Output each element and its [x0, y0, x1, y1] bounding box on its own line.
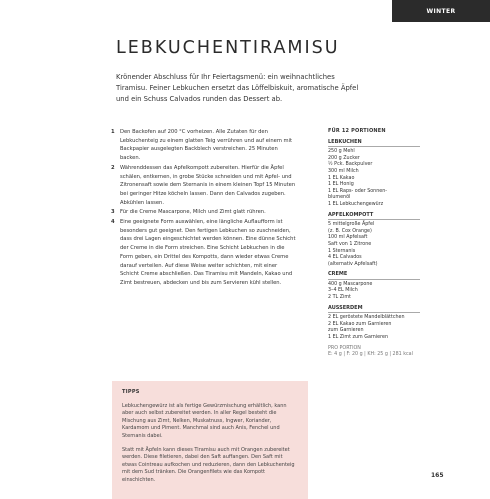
ingredient: zum Garnieren — [328, 328, 364, 334]
nutrition-values: E: 4 g | F: 20 g | KH: 25 g | 281 kcal — [328, 352, 413, 358]
ingredient: Saft von 1 Zitrone — [328, 241, 372, 247]
ingredients-section-ausserdem — [328, 305, 420, 342]
ingredient: 1 EL Honig — [328, 182, 354, 188]
section-title: AUSSERDEM — [328, 305, 420, 314]
ingredient: 3–4 EL Milch — [328, 288, 358, 294]
step-4 — [111, 218, 297, 288]
ingredient: 2 EL geröstete Mandelblättchen — [328, 315, 405, 321]
ingredient: 100 ml Apfelsaft — [328, 235, 368, 241]
page-number: 165 — [431, 472, 444, 479]
tips-paragraph: Lebkuchengewürz ist als fertige Gewürzmischung erhältlich, kann aber auch selbst zubereitet werden. In aller Regel besteht die Mischung aus Zimt, Nelken, Muskatnuss, Ingwer, Koriander, Kardamom und Piment. Manchmal sind auch Anis, Fenchel und Sternanis dabei. — [122, 402, 287, 439]
step-number: 3 — [111, 209, 115, 216]
ingredient: 1 Sternanis — [328, 248, 356, 254]
ingredient: 300 ml Milch — [328, 168, 359, 174]
recipe-title: LEBKUCHENTIRAMISU — [116, 38, 340, 58]
recipe-intro: Krönender Abschluss für Ihr Feiertagsmenü: ein weihnachtliches Tiramisu. Feiner Lebkuchen ersetzt das Löffelbiskuit, aromatische Äpfel und ein Schuss Calvados runden das Dessert ab. — [116, 73, 359, 103]
step-text: Für die Creme Mascarpone, Milch und Zimt glatt rühren. — [120, 209, 266, 216]
step-text: Den Backofen auf 200 °C vorheizen. Alle Zutaten für den Lebkuchenteig zu einem glatten Teig verrühren und auf einem mit Backpapier ausgelegten Backblech verstreichen. 25 Minuten backen. — [120, 129, 293, 162]
ingredient: 1 EL Raps- oder Sonnen- — [328, 188, 387, 194]
ingredient: (z. B. Cox Orange) — [328, 228, 372, 234]
ingredient: 200 g Zucker — [328, 155, 360, 161]
ingredient: 1 EL Zimt zum Garnieren — [328, 335, 388, 341]
ingredient: 250 g Mehl — [328, 149, 355, 155]
ingredients-section-apfelkompott — [328, 212, 420, 269]
instruction-steps — [111, 128, 297, 289]
section-title: APFELKOMPOTT — [328, 212, 420, 221]
section-title: CREME — [328, 271, 420, 280]
step-text: Währenddessen das Apfelkompott zubereiten. Hierfür die Äpfel schälen, entkernen, in grobe Stücke schneiden und mit Apfel- und Zitronensaft sowie dem Sternanis in einem kleinen Topf 15 Minuten bei geringer Hitze köcheln lassen. Dann den Calvados zugeben. Abkühlen lassen. — [120, 164, 296, 206]
tips-paragraph: Statt mit Äpfeln kann dieses Tiramisu auch mit Orangen zubereitet werden. Diese filetieren, dabei den Saft auffangen. Den Saft mit etwas Cointreau aufkochen und reduzieren, dann den Lebkuchenteig mit dem Sud tränken. Die Orangenfilets wie das Kompott einschichten. — [122, 446, 295, 483]
step-3 — [111, 208, 297, 217]
ingredients-section-lebkuchen — [328, 139, 420, 209]
ingredient: 2 EL Kakao zum Garnieren — [328, 321, 392, 327]
step-number: 4 — [111, 219, 115, 226]
ingredients-sidebar — [328, 128, 420, 359]
step-number: 2 — [111, 164, 115, 171]
ingredient: 400 g Mascarpone — [328, 281, 373, 287]
section-tab: WINTER — [392, 0, 490, 22]
step-number: 1 — [111, 129, 115, 135]
ingredient: 5 mittelgroße Äpfel — [328, 222, 375, 228]
ingredient: ½ Pck. Backpulver — [328, 162, 373, 168]
per-portion-label: PRO PORTION — [328, 345, 361, 351]
ingredient: 1 EL Lebkuchengewürz — [328, 201, 384, 207]
ingredient: 1 EL Kakao — [328, 175, 355, 181]
ingredient: 4 EL Calvados — [328, 255, 362, 261]
step-1 — [111, 128, 297, 163]
ingredient: blumenöl — [328, 195, 351, 201]
tips-box — [112, 381, 308, 499]
portions-heading: FÜR 12 PORTIONEN — [328, 128, 386, 134]
ingredient: (alternativ Apfelsaft) — [328, 261, 378, 267]
step-text: Eine geeignete Form auswählen, eine längliche Auflaufform ist besonders gut geeignet. Den fertigen Lebkuchen so zuschneiden, dass drei Lagen eingeschichtet werden können. Eine dünne Schicht der Creme in die Form streichen. Eine Schicht Lebkuchen in die Form geben, ein Drittel des Kompotts, dann wieder etwas Creme darauf verteilen. Auf diese Weise weiter schichten, mit einer Schicht Creme abschließen. Das Tiramisu mit Mandeln, Kakao und Zimt bestreuen, abdecken und bis zum Servieren kühl stellen. — [120, 219, 296, 286]
tips-heading: TIPPS — [122, 389, 140, 395]
section-title: LEBKUCHEN — [328, 139, 420, 148]
ingredients-section-creme — [328, 271, 420, 301]
step-2 — [111, 164, 297, 208]
ingredient: 2 TL Zimt — [328, 295, 351, 301]
